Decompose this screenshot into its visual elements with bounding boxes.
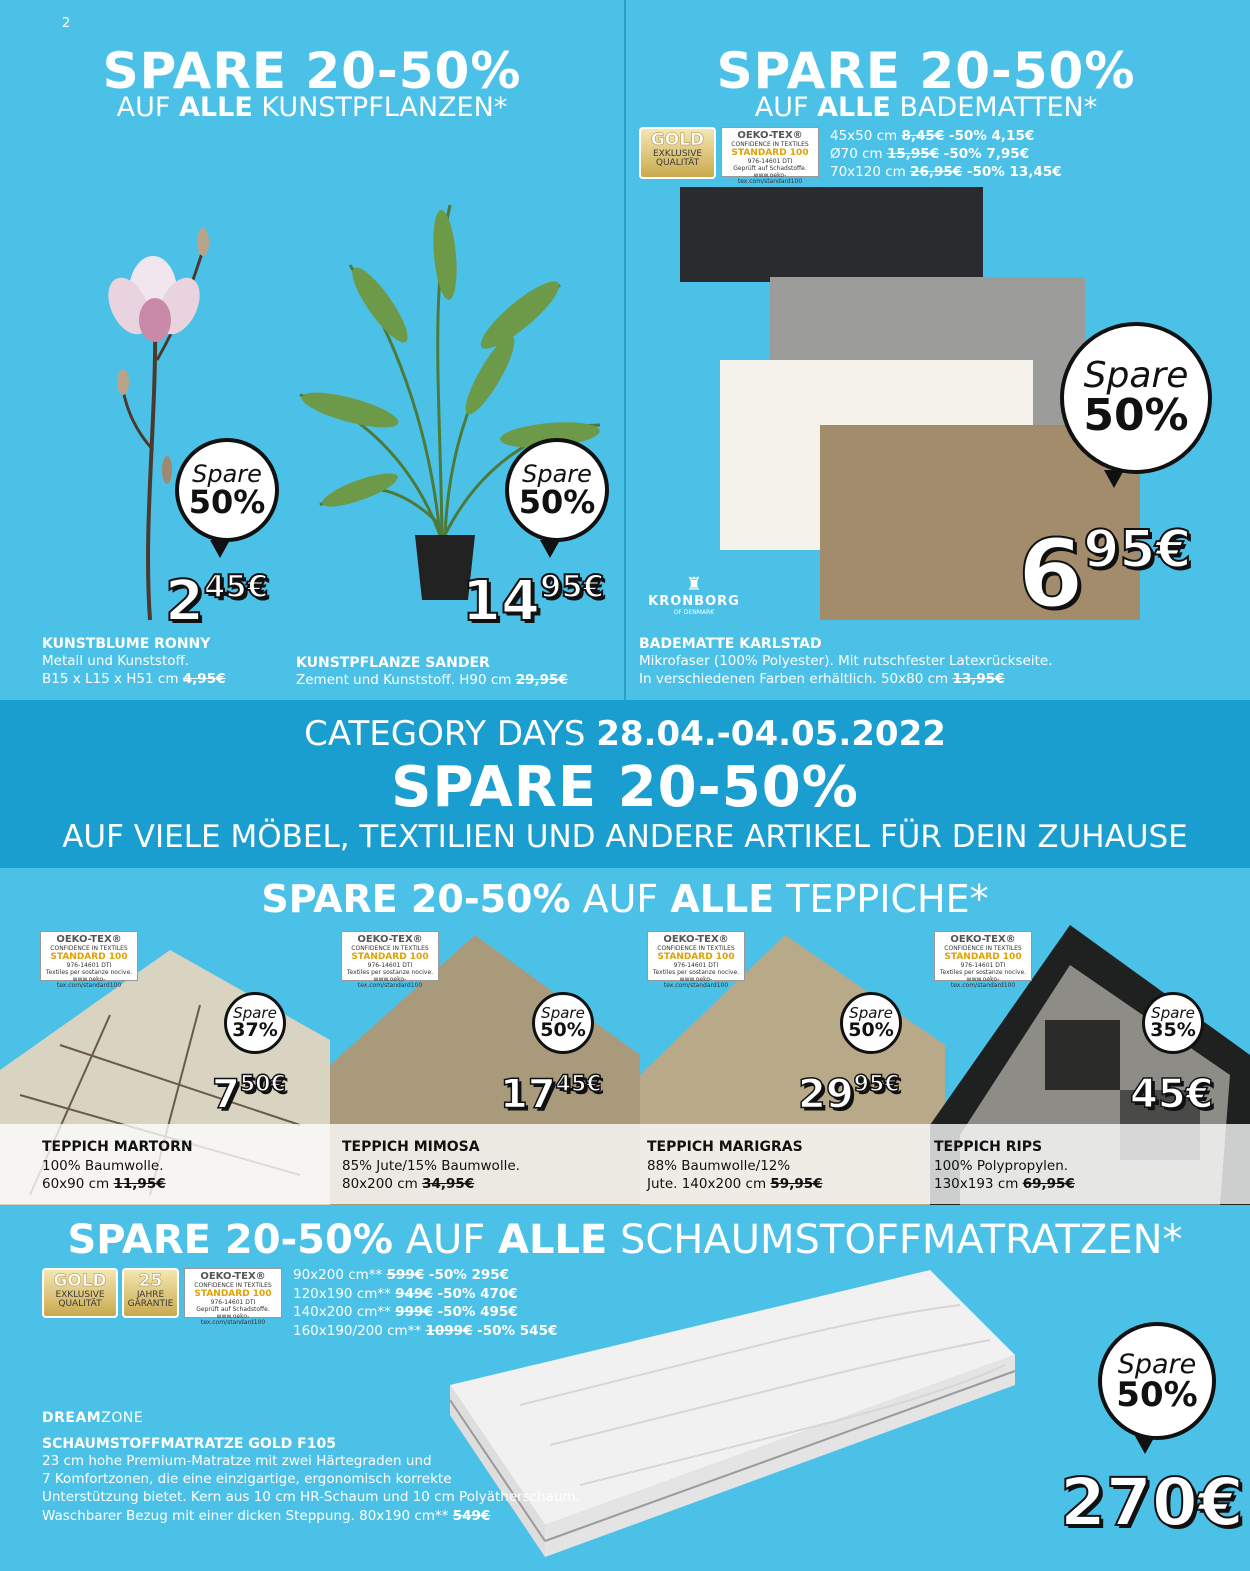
product-ronny: KUNSTBLUME RONNY Metall und Kunststoff. B15 x L15 x H51 cm 4,95€	[42, 636, 226, 688]
mattress-headline: SPARE 20-50% AUF ALLE SCHAUMSTOFFMATRATZEN*	[67, 1217, 1183, 1263]
product-name: TEPPICH RIPS	[934, 1139, 1043, 1155]
price-marigras: $29^{95€}$	[798, 1071, 900, 1118]
size-row: 160x190/200 cm** 1099€ -50% 545€	[293, 1322, 558, 1339]
product-name: SCHAUMSTOFFMATRATZE GOLD F105	[42, 1436, 336, 1452]
oeko-tex-badge: OEKO-TEX® CONFIDENCE IN TEXTILES STANDARD 100 976-14601 DTI Textiles per sostanze nocive. www.oeko-tex.com/standard100	[647, 931, 745, 981]
oeko-tex-badge: OEKO-TEX® CONFIDENCE IN TEXTILES STANDARD 100 976-14601 DTI Textiles per sostanze nocive. www.oeko-tex.com/standard100	[341, 931, 439, 981]
discount-bubble-marigras: Spare 50%	[840, 992, 902, 1054]
category-days-headline: SPARE 20-50%	[391, 755, 859, 820]
old-price: 69,95€	[1022, 1176, 1075, 1193]
product-name: BADEMATTE KARLSTAD	[639, 636, 822, 652]
castle-icon: ♜	[685, 574, 703, 595]
plants-subheadline: AUF ALLE KUNSTPFLANZEN*	[116, 92, 508, 123]
product-name: KUNSTPFLANZE SANDER	[296, 655, 490, 671]
size-row: 70x120 cm 26,95€ -50% 13,45€	[830, 164, 1062, 181]
product-rips: TEPPICH RIPS 100% Polypropylen. 130x193 cm 69,95€	[934, 1139, 1075, 1193]
discount-bubble-martorn: Spare 37%	[224, 992, 286, 1054]
product-name: TEPPICH MARIGRAS	[647, 1139, 803, 1155]
price-rips: 45€	[1130, 1071, 1214, 1118]
price-mattress: 270€	[1060, 1464, 1244, 1541]
bathmats-headline: SPARE 20-50%	[716, 42, 1136, 100]
rugs-headline: SPARE 20-50% AUF ALLE TEPPICHE*	[261, 877, 989, 921]
price-bathmat: $6^{95€}$	[1018, 519, 1192, 629]
size-row: 45x50 cm 8,45€ -50% 4,15€	[830, 128, 1035, 144]
price-mimosa: $17^{45€}$	[500, 1071, 602, 1118]
product-karlstad: BADEMATTE KARLSTAD Mikrofaser (100% Polyester). Mit rutschfester Latexrückseite. In verschiedenen Farben erhältlich. 50x80 cm 13,95€	[639, 636, 1053, 688]
page-number: 2	[62, 16, 71, 31]
old-price: 13,95€	[952, 671, 1005, 688]
price-ronny: $2^{45€}$	[165, 569, 269, 635]
discount-bubble-mattress: Spare 50%	[1098, 1322, 1216, 1440]
oeko-tex-badge: OEKO-TEX® CONFIDENCE IN TEXTILES STANDARD 100 976-14601 DTI Textiles per sostanze nocive. www.oeko-tex.com/standard100	[40, 931, 138, 981]
product-name: TEPPICH MARTORN	[42, 1139, 193, 1155]
discount-bubble-rips: Spare 35%	[1142, 992, 1204, 1054]
product-marigras: TEPPICH MARIGRAS 88% Baumwolle/12% Jute. 140x200 cm 59,95€	[647, 1139, 823, 1193]
product-mimosa: TEPPICH MIMOSA 85% Jute/15% Baumwolle. 80x200 cm 34,95€	[342, 1139, 520, 1193]
discount-bubble-bathmat: Spare 50%	[1060, 322, 1212, 474]
warranty-badge: 25 JAHRE GARANTIE	[122, 1268, 179, 1318]
oeko-tex-badge: OEKO-TEX® CONFIDENCE IN TEXTILES STANDARD 100 976-14601 DTI Geprüft auf Schadstoffe. www.oeko-tex.com/standard100	[721, 127, 819, 177]
discount-bubble-mimosa: Spare 50%	[532, 992, 594, 1054]
discount-bubble-sander: Spare 50%	[505, 438, 609, 542]
size-row: Ø70 cm 15,95€ -50% 7,95€	[830, 146, 1030, 163]
size-row: 90x200 cm** 599€ -50% 295€	[293, 1267, 510, 1283]
palm-image	[290, 195, 610, 605]
gold-quality-badge: GOLD EXKLUSIVE QUALITÄT	[42, 1268, 118, 1318]
discount-bubble-ronny: Spare 50%	[175, 438, 279, 542]
bathmats-subheadline: AUF ALLE BADEMATTEN*	[754, 92, 1098, 123]
oeko-tex-badge: OEKO-TEX® CONFIDENCE IN TEXTILES STANDARD 100 976-14601 DTI Geprüft auf Schadstoffe. www.oeko-tex.com/standard100	[184, 1268, 282, 1318]
plants-headline: SPARE 20-50%	[102, 42, 522, 100]
category-days-subline: AUF VIELE MÖBEL, TEXTILIEN UND ANDERE ARTIKEL FÜR DEIN ZUHAUSE	[62, 819, 1188, 855]
product-name: KUNSTBLUME RONNY	[42, 636, 211, 652]
dreamzone-logo: DREAMZONE	[42, 1410, 144, 1426]
product-name: TEPPICH MIMOSA	[342, 1139, 480, 1155]
oeko-tex-badge: OEKO-TEX® CONFIDENCE IN TEXTILES STANDARD 100 976-14601 DTI Textiles per sostanze nocive. www.oeko-tex.com/standard100	[934, 931, 1032, 981]
category-days-band	[0, 700, 1250, 868]
price-martorn: $7^{50€}$	[212, 1071, 286, 1118]
product-sander: KUNSTPFLANZE SANDER Zement und Kunststoff. H90 cm 29,95€	[296, 655, 568, 688]
old-price: 11,95€	[113, 1176, 166, 1193]
size-row: 120x190 cm** 949€ -50% 470€	[293, 1285, 518, 1302]
product-gold-f105: SCHAUMSTOFFMATRATZE GOLD F105 23 cm hohe Premium-Matratze mit zwei Härtegraden und 7 Komfortzonen, die eine einzigartige, ergonomisch korrekte Unterstützung bietet. Kern aus 10 cm HR-Schaum und 10 cm Polyätherschaum. Waschbarer Bezug mit einer dicken Steppung. 80x190 cm** 549€	[42, 1436, 580, 1524]
old-price: 59,95€	[770, 1176, 823, 1193]
old-price: 549€	[452, 1507, 491, 1524]
price-sander: $14^{95€}$	[462, 569, 605, 635]
old-price: 4,95€	[182, 671, 226, 688]
old-price: 34,95€	[422, 1176, 475, 1193]
bathmat-size-list	[830, 127, 1062, 182]
product-martorn: TEPPICH MARTORN 100% Baumwolle. 60x90 cm 11,95€	[42, 1139, 193, 1193]
size-row: 140x200 cm** 999€ -50% 495€	[293, 1304, 518, 1321]
kronborg-logo: ♜ KRONBORG OF DENMARK	[639, 576, 749, 616]
gold-quality-badge: GOLD EXKLUSIVE QUALITÄT	[639, 127, 716, 179]
category-days-dates: CATEGORY DAYS 28.04.-04.05.2022	[304, 714, 946, 754]
old-price: 29,95€	[515, 672, 568, 688]
